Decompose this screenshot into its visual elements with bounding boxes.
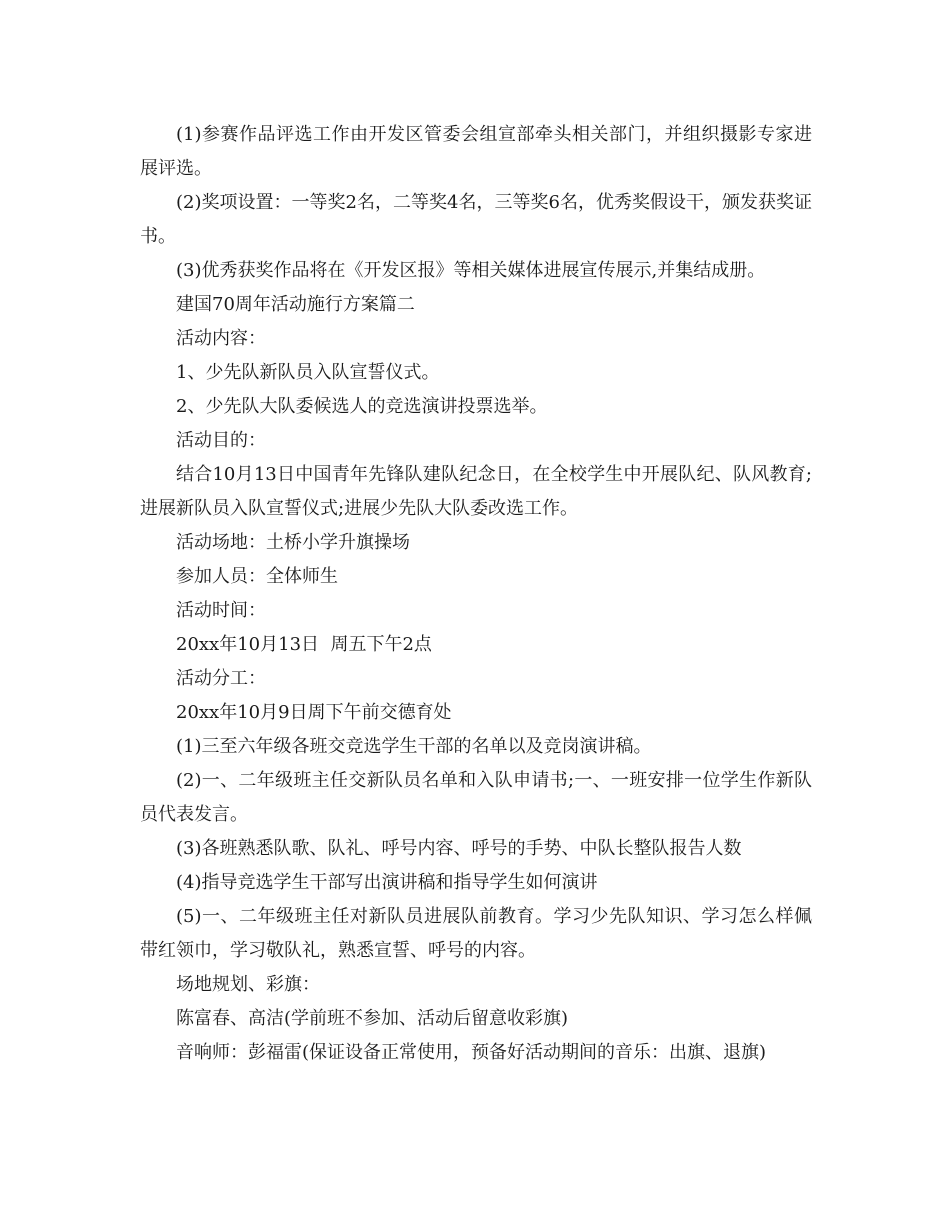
paragraph: 音响师：彭福雷(保证设备正常使用，预备好活动期间的音乐：出旗、退旗) (176, 1042, 767, 1063)
paragraph: (1)三至六年级各班交竞选学生干部的名单以及竞岗演讲稿。 (176, 736, 652, 757)
paragraph: 20xx年10月9日周下午前交德育处 (176, 702, 452, 723)
paragraph: 活动目的： (176, 430, 266, 451)
paragraph: (4)指导竞选学生干部写出演讲稿和指导学生如何演讲 (176, 872, 598, 893)
paragraph: (5)一、二年级班主任对新队员进展队前教育。学习少先队知识、学习怎么样佩带红领巾，学习敬队礼，熟悉宣誓、呼号的内容。 (140, 906, 812, 961)
paragraph: 活动内容： (176, 328, 266, 349)
paragraph: 20xx年10月13日 周五下午2点 (176, 634, 432, 655)
paragraph: (3)优秀获奖作品将在《开发区报》等相关媒体进展宣传展示,并集结成册。 (176, 260, 766, 281)
paragraph: (1)参赛作品评选工作由开发区管委会组宣部牵头相关部门，并组织摄影专家进展评选。 (140, 124, 812, 179)
paragraph: (2)一、二年级班主任交新队员名单和入队申请书;一、一班安排一位学生作新队员代表发言。 (140, 770, 812, 825)
paragraph: 活动分工： (176, 668, 266, 689)
paragraph: 结合10月13日中国青年先锋队建队纪念日，在全校学生中开展队纪、队风教育;进展新队员入队宣誓仪式;进展少先队大队委改选工作。 (140, 464, 812, 519)
paragraph: 活动场地：土桥小学升旗操场 (176, 532, 410, 553)
paragraph: 参加人员：全体师生 (176, 566, 338, 587)
paragraph: 2、少先队大队委候选人的竞选演讲投票选举。 (176, 396, 548, 417)
paragraph: (2)奖项设置：一等奖2名，二等奖4名，三等奖6名，优秀奖假设干，颁发获奖证书。 (140, 192, 812, 247)
paragraph: 陈富春、高洁(学前班不参加、活动后留意收彩旗) (176, 1008, 569, 1029)
document-body (140, 118, 812, 1070)
paragraph: (3)各班熟悉队歌、队礼、呼号内容、呼号的手势、中队长整队报告人数 (176, 838, 742, 859)
section-heading: 建国70周年活动施行方案篇二 (176, 294, 415, 315)
paragraph: 活动时间： (176, 600, 266, 621)
paragraph: 1、少先队新队员入队宣誓仪式。 (176, 362, 440, 383)
paragraph: 场地规划、彩旗： (176, 974, 320, 995)
